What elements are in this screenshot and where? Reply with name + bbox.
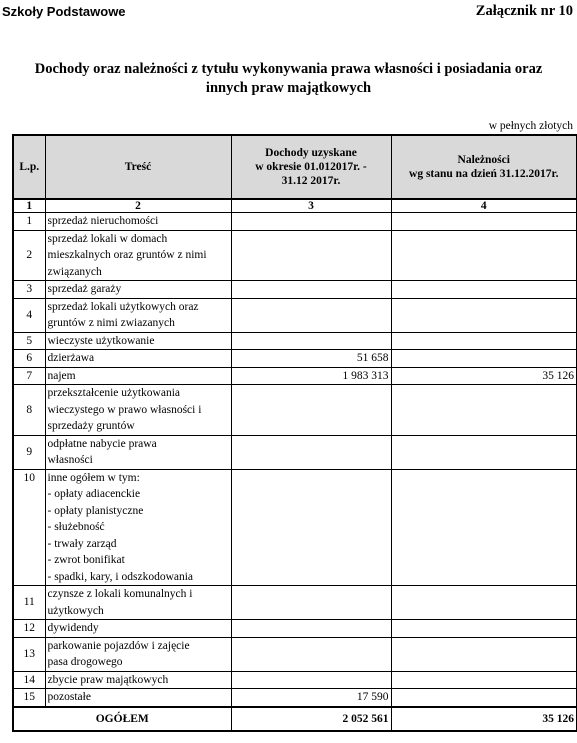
title-line-1: Dochody oraz należności z tytułu wykonywania prawa własności i posiadania oraz [34,61,543,77]
row-dochody [231,332,391,350]
header-dochody-line: 31.12 2017r. [281,175,341,187]
header-attachment-number: Załącznik nr 10 [475,3,573,19]
header-dochody-line: w okresie 01.012017r. - [255,161,367,173]
table-row [13,332,577,350]
row-lp: 1 [13,213,45,231]
row-tresc-line: - opłaty adiacenckie [47,488,141,500]
column-number-row [13,199,577,213]
row-tresc-line: - zwrot bonifikat [47,554,125,566]
row-lp: 5 [13,332,45,350]
row-lp: 8 [13,385,45,436]
row-lp: 10 [13,469,45,586]
row-tresc-line: wieczystego w prawo własności i [47,403,202,416]
row-tresc [45,385,231,436]
table-row [13,230,577,281]
row-tresc [45,637,231,671]
row-tresc-line: dzierżawa [47,352,95,364]
row-tresc-line: pasa drogowego [47,656,123,668]
column-number: 4 [391,199,577,213]
row-naleznosci [391,332,577,350]
table-row [13,281,577,299]
row-naleznosci [391,671,577,689]
row-dochody [231,435,391,469]
row-tresc [45,367,231,385]
row-tresc-line: wieczyste użytkowanie [47,334,155,347]
row-tresc-line: sprzedaż lokali użytkowych oraz [47,300,199,313]
header-naleznosci-line: Należności [457,154,510,166]
row-tresc-line: sprzedaż lokali w domach [47,232,168,245]
row-lp: 15 [13,689,45,707]
header-dochody [231,135,391,199]
table-header-row [13,135,577,199]
table-row [13,298,577,332]
row-naleznosci [391,689,577,707]
row-tresc-line: użytkowych [47,604,104,617]
row-tresc [45,689,231,707]
header-tresc: Treść [45,135,231,199]
row-naleznosci [391,586,577,620]
row-lp: 14 [13,671,45,689]
header-dochody-line: Dochody uzyskane [265,147,357,159]
row-lp: 2 [13,230,45,281]
row-dochody [231,586,391,620]
row-naleznosci [391,435,577,469]
table-row [13,385,577,436]
total-dochody: 2 052 561 [231,707,391,731]
row-lp: 4 [13,298,45,332]
row-lp: 3 [13,281,45,299]
row-tresc-line: sprzedaż garaży [47,283,122,295]
document-title [0,60,577,98]
row-naleznosci [391,213,577,231]
row-tresc [45,298,231,332]
row-naleznosci [391,620,577,638]
row-tresc-line: parkowanie pojazdów i zajęcie [47,639,190,652]
row-lp: 9 [13,435,45,469]
row-dochody [231,671,391,689]
row-tresc [45,281,231,299]
row-tresc-line: - służebność [47,521,105,533]
row-tresc [45,230,231,281]
row-tresc-line: własności [47,454,93,466]
row-dochody: 1 983 313 [231,367,391,385]
row-tresc-line: dywidendy [47,622,99,634]
row-naleznosci [391,637,577,671]
row-tresc-line: odpłatne nabycie prawa [47,437,157,450]
table-row [13,620,577,638]
table-row [13,435,577,469]
table-row [13,689,577,707]
row-tresc-line: - opłaty planistyczne [47,504,144,517]
row-tresc-line: przekształcenie użytkowania [47,387,181,399]
row-dochody [231,298,391,332]
row-lp: 12 [13,620,45,638]
table-row [13,350,577,368]
row-naleznosci [391,281,577,299]
row-tresc [45,350,231,368]
table-body [13,213,577,707]
row-tresc-line: - spadki, kary, i odszkodowania [47,570,194,583]
row-lp: 6 [13,350,45,368]
row-dochody [231,469,391,586]
row-tresc [45,620,231,638]
row-tresc-line: inne ogółem w tym: [47,471,140,484]
row-naleznosci [391,298,577,332]
table-row [13,367,577,385]
header-naleznosci [391,135,577,199]
column-number: 1 [13,199,45,213]
row-tresc-line: gruntów z nimi zwiazanych [47,317,175,329]
row-tresc-line: - trwały zarząd [47,537,117,550]
row-lp: 7 [13,367,45,385]
column-number: 3 [231,199,391,213]
table-row [13,469,577,586]
row-dochody [231,230,391,281]
row-tresc-line: sprzedaży gruntów [47,420,135,432]
row-tresc-line: mieszkalnych oraz gruntów z nimi [47,249,207,261]
row-tresc [45,469,231,586]
total-row [13,707,577,731]
row-tresc-line: zbycie praw majątkowych [47,673,169,686]
row-tresc-line: sprzedaż nieruchomości [47,215,159,227]
row-dochody [231,637,391,671]
table-row [13,671,577,689]
row-tresc [45,586,231,620]
row-naleznosci [391,385,577,436]
row-naleznosci [391,350,577,368]
row-dochody [231,385,391,436]
row-tresc [45,435,231,469]
table-row [13,586,577,620]
row-lp: 13 [13,637,45,671]
row-tresc [45,332,231,350]
unit-note: w pełnych złotych [488,120,573,132]
row-dochody [231,620,391,638]
title-line-2: innych praw majątkowych [205,80,372,96]
row-dochody [231,213,391,231]
row-dochody: 51 658 [231,350,391,368]
row-tresc-line: związanych [47,265,102,278]
total-label: OGÓŁEM [13,707,231,731]
row-tresc-line: czynsze z lokali komunalnych i [47,588,193,600]
row-tresc [45,671,231,689]
row-dochody: 17 590 [231,689,391,707]
header-naleznosci-line: wg stanu na dzień 31.12.2017r. [409,168,559,180]
total-naleznosci: 35 126 [391,707,577,731]
income-table [12,134,577,732]
header-lp: L.p. [13,135,45,199]
header-school-type: Szkoły Podstawowe [2,4,126,19]
row-tresc-line: pozostałe [47,691,91,703]
row-dochody [231,281,391,299]
row-naleznosci [391,230,577,281]
row-tresc [45,213,231,231]
row-lp: 11 [13,586,45,620]
table-row [13,637,577,671]
row-naleznosci [391,469,577,586]
table-row [13,213,577,231]
row-naleznosci: 35 126 [391,367,577,385]
column-number: 2 [45,199,231,213]
row-tresc-line: najem [47,369,76,382]
